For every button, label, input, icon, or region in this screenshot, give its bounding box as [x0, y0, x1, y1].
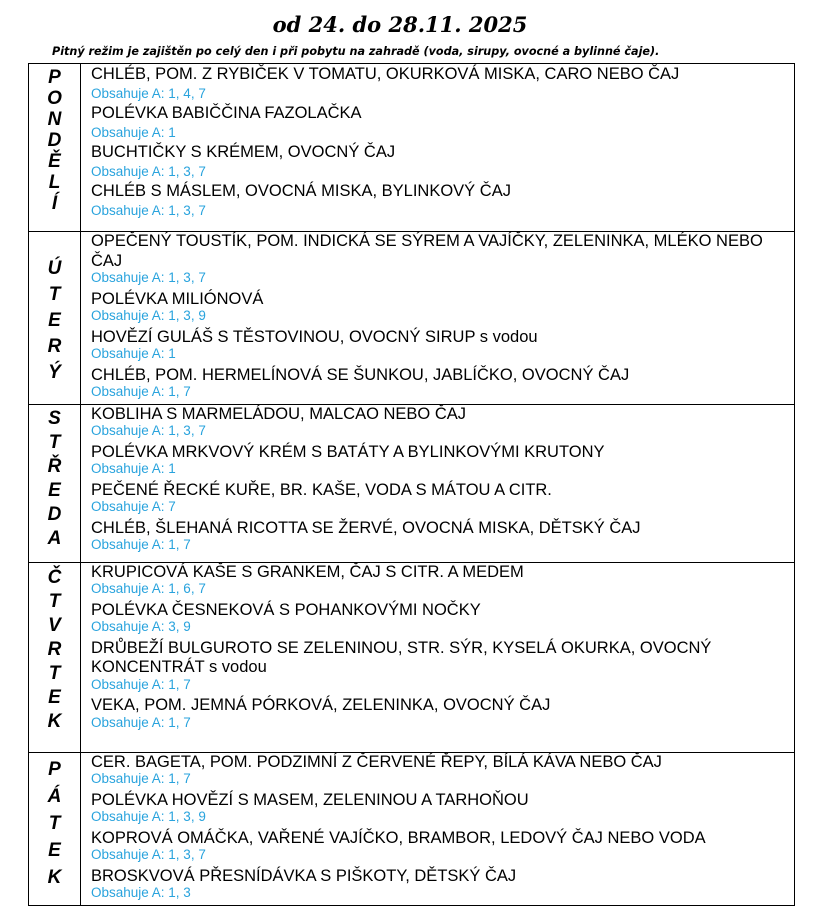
meal-name: PEČENÉ ŘECKÉ KUŘE, BR. KAŠE, VODA S MÁTOU A CITR.: [91, 480, 552, 499]
day-letter: A: [47, 527, 62, 549]
allergens-label: Obsahuje A: 3, 9: [91, 619, 191, 634]
day-letter: N: [47, 109, 62, 130]
meals-cell: [81, 404, 795, 562]
allergens-label: Obsahuje A: 1, 3, 7: [91, 270, 206, 285]
day-letter: T: [48, 431, 61, 453]
meal-name: CER. BAGETA, POM. PODZIMNÍ Z ČERVENÉ ŘEPY, BÍLÁ KÁVA NEBO ČAJ: [91, 752, 662, 771]
day-letter: P: [48, 67, 61, 88]
meal-item: [91, 791, 788, 829]
meal-name: CHLÉB, ŠLEHANÁ RICOTTA SE ŽERVÉ, OVOCNÁ MISKA, DĚTSKÝ ČAJ: [91, 518, 641, 537]
allergens-label: Obsahuje A: 1: [91, 125, 176, 140]
allergens-label: Obsahuje A: 1, 4, 7: [91, 86, 206, 101]
allergens-label: Obsahuje A: 1: [91, 461, 176, 476]
day-letter: Ř: [47, 455, 62, 477]
meal-item: [91, 366, 788, 404]
meal-name: POLÉVKA ČESNEKOVÁ S POHANKOVÝMI NOČKY: [91, 600, 481, 619]
allergens-label: Obsahuje A: 1, 3, 7: [91, 423, 206, 438]
meals-cell: [81, 562, 795, 752]
meal-name: BROSKVOVÁ PŘESNÍDÁVKA S PIŠKOTY, DĚTSKÝ ČAJ: [91, 866, 517, 885]
day-letter: D: [47, 503, 62, 525]
day-row: [29, 232, 795, 405]
day-name-vertical: [29, 753, 80, 891]
meal-name: POLÉVKA BABIČČINA FAZOLAČKA: [91, 104, 362, 122]
day-letter: E: [48, 479, 61, 501]
day-letter: D: [47, 130, 62, 151]
allergens-label: Obsahuje A: 1, 7: [91, 676, 191, 692]
meal-item: [91, 142, 788, 181]
allergens-label: Obsahuje A: 1, 3, 7: [91, 203, 206, 218]
meal-item: [91, 481, 788, 519]
day-letter: T: [48, 662, 61, 684]
allergens-label: Obsahuje A: 7: [91, 499, 176, 514]
day-row: [29, 752, 795, 905]
meal-item: [91, 639, 788, 697]
day-row: [29, 404, 795, 562]
day-row: [29, 64, 795, 232]
meal-item: [91, 443, 788, 481]
meal-item: [91, 563, 788, 601]
meal-item: [91, 232, 788, 290]
day-letter: O: [47, 88, 62, 109]
meal-name: VEKA, POM. JEMNÁ PÓRKOVÁ, ZELENINKA, OVOCNÝ ČAJ: [91, 696, 551, 714]
meal-item: [91, 64, 788, 103]
meal-item: [91, 103, 788, 142]
day-letter: T: [48, 590, 61, 612]
allergens-label: Obsahuje A: 1, 3, 7: [91, 164, 206, 179]
day-letter: K: [47, 866, 62, 888]
day-letter: T: [48, 812, 61, 834]
day-letter: R: [47, 638, 62, 660]
day-letter: S: [48, 407, 61, 429]
page-title: od 24. do 28.11. 2025: [272, 12, 528, 37]
meal-name: CHLÉB, POM. HERMELÍNOVÁ SE ŠUNKOU, JABLÍČKO, OVOCNÝ ČAJ: [91, 365, 630, 384]
day-name-cell: [29, 404, 81, 562]
day-letter: Č: [47, 566, 62, 588]
meal-item: [91, 696, 788, 734]
day-letter: Ě: [48, 151, 61, 172]
day-letter: K: [47, 710, 62, 732]
day-name-vertical: [29, 232, 80, 386]
day-letter: E: [48, 310, 61, 331]
day-letter: E: [48, 686, 61, 708]
meal-item: [91, 601, 788, 639]
day-letter: L: [48, 172, 61, 193]
allergens-label: Obsahuje A: 1, 7: [91, 537, 191, 552]
meal-item: [91, 405, 788, 443]
meal-name: BUCHTIČKY S KRÉMEM, OVOCNÝ ČAJ: [91, 143, 396, 161]
day-letter: Í: [51, 193, 58, 214]
day-name-vertical: [29, 563, 80, 734]
meal-item: [91, 290, 788, 328]
day-letter: R: [47, 336, 62, 357]
allergens-label: Obsahuje A: 1, 7: [91, 771, 191, 786]
meal-name: CHLÉB, POM. Z RYBIČEK V TOMATU, OKURKOVÁ MISKA, CARO NEBO ČAJ: [91, 65, 680, 83]
drinking-regime-note: Pitný režim je zajištěn po celý den i při pobytu na zahradě (voda, sirupy, ovocné a bylinné čaje).: [52, 45, 660, 58]
day-name-vertical: [29, 64, 80, 214]
meals-cell: [81, 232, 795, 405]
meal-item: [91, 753, 788, 791]
meal-item: [91, 328, 788, 366]
day-letter: E: [48, 839, 61, 861]
meal-name: KOBLIHA S MARMELÁDOU, MALCAO NEBO ČAJ: [91, 404, 467, 423]
meal-name: KOPROVÁ OMÁČKA, VAŘENÉ VAJÍČKO, BRAMBOR, LEDOVÝ ČAJ NEBO VODA: [91, 828, 706, 847]
day-name-vertical: [29, 405, 80, 551]
day-name-cell: [29, 752, 81, 905]
meals-cell: [81, 64, 795, 232]
day-name-cell: [29, 64, 81, 232]
meal-name: POLÉVKA MRKVOVÝ KRÉM S BATÁTY A BYLINKOVÝMI KRUTONY: [91, 442, 605, 461]
day-letter: Ú: [47, 258, 62, 279]
meal-name: HOVĚZÍ GULÁŠ S TĚSTOVINOU, OVOCNÝ SIRUP s vodou: [91, 327, 538, 346]
allergens-label: Obsahuje A: 1, 3, 7: [91, 847, 206, 862]
meal-name: DRŮBEŽÍ BULGUROTO SE ZELENINOU, STR. SÝR, KYSELÁ OKURKA, OVOCNÝ KONCENTRÁT s vodou: [91, 638, 712, 676]
day-row: [29, 562, 795, 752]
allergens-label: Obsahuje A: 1, 6, 7: [91, 581, 206, 596]
meal-name: CHLÉB S MÁSLEM, OVOCNÁ MISKA, BYLINKOVÝ ČAJ: [91, 182, 511, 200]
allergens-label: Obsahuje A: 1, 7: [91, 384, 191, 399]
day-letter: Ý: [48, 362, 61, 383]
allergens-label: Obsahuje A: 1, 7: [91, 714, 191, 730]
meal-name: POLÉVKA HOVĚZÍ S MASEM, ZELENINOU A TARHOŇOU: [91, 790, 529, 809]
meal-item: [91, 519, 788, 557]
meal-name: OPEČENÝ TOUSTÍK, POM. INDICKÁ SE SÝREM A VAJÍČKY, ZELENINKA, MLÉKO NEBO ČAJ: [91, 232, 763, 270]
meal-item: [91, 181, 788, 220]
allergens-label: Obsahuje A: 1: [91, 346, 176, 361]
day-letter: Á: [47, 785, 62, 807]
weekly-menu-table: [28, 63, 795, 906]
meal-name: POLÉVKA MILIÓNOVÁ: [91, 289, 264, 308]
day-letter: P: [48, 758, 61, 780]
allergens-label: Obsahuje A: 1, 3, 9: [91, 809, 206, 824]
day-name-cell: [29, 232, 81, 405]
meal-item: [91, 867, 788, 905]
day-letter: V: [48, 614, 61, 636]
day-letter: T: [48, 284, 61, 305]
meal-item: [91, 829, 788, 867]
allergens-label: Obsahuje A: 1, 3: [91, 885, 191, 900]
allergens-label: Obsahuje A: 1, 3, 9: [91, 308, 206, 323]
meal-name: KRUPICOVÁ KAŠE S GRANKEM, ČAJ S CITR. A MEDEM: [91, 562, 524, 581]
meals-cell: [81, 752, 795, 905]
day-name-cell: [29, 562, 81, 752]
